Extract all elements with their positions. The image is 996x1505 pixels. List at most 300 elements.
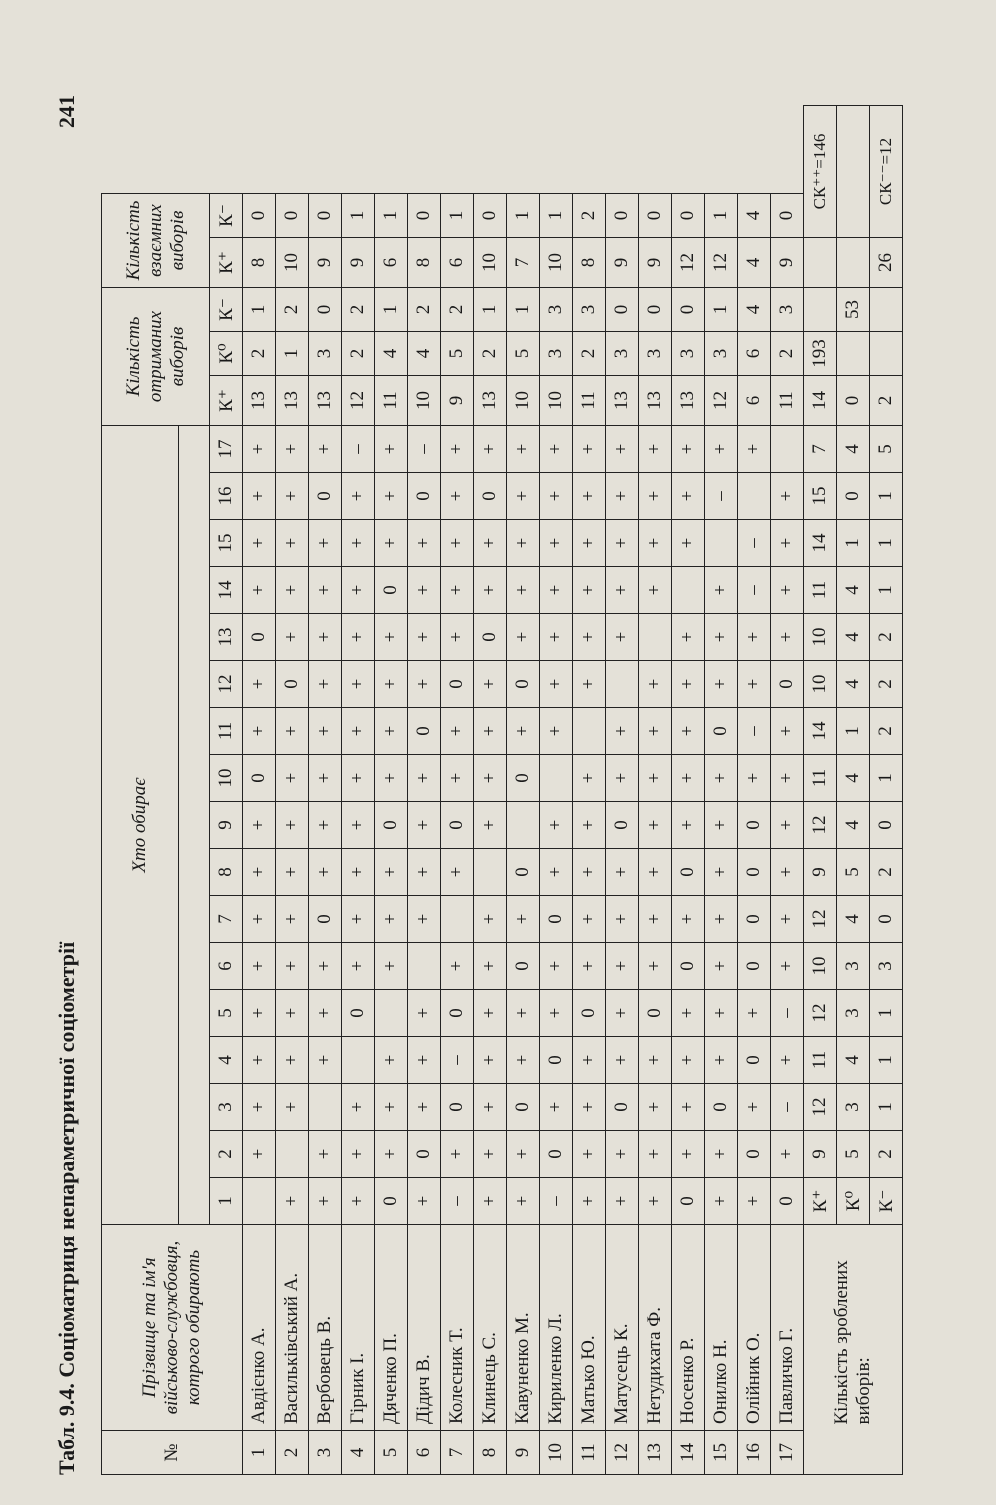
row-number: 4 [342, 1431, 375, 1475]
choice-cell: + [606, 943, 639, 990]
footer-count: 3 [837, 943, 870, 990]
column-number: 6 [210, 943, 243, 990]
count-cell: 0 [309, 193, 342, 237]
choice-cell: + [573, 943, 606, 990]
choice-cell: – [705, 473, 738, 520]
choice-cell [507, 802, 540, 849]
column-number: 4 [210, 1037, 243, 1084]
choice-cell: + [639, 473, 672, 520]
choice-cell: + [705, 802, 738, 849]
choice-cell: 0 [474, 614, 507, 661]
choice-cell: 0 [540, 1131, 573, 1178]
choice-cell: + [738, 1178, 771, 1225]
choice-cell [375, 990, 408, 1037]
choice-cell: + [375, 708, 408, 755]
footer-count: 12 [804, 896, 837, 943]
choice-cell: + [738, 755, 771, 802]
count-cell: 4 [408, 331, 441, 375]
count-cell: 13 [606, 375, 639, 425]
choice-cell: 0 [408, 1131, 441, 1178]
choice-cell: + [573, 1037, 606, 1084]
count-cell: 1 [507, 193, 540, 237]
choice-cell: + [408, 661, 441, 708]
count-cell: 3 [573, 287, 606, 331]
choice-cell: + [705, 567, 738, 614]
footer-count: 1 [870, 567, 903, 614]
choice-cell: + [342, 567, 375, 614]
choice-cell: + [276, 520, 309, 567]
footer-count: 10 [804, 614, 837, 661]
footer-count: 14 [804, 520, 837, 567]
count-cell: 2 [243, 331, 276, 375]
count-cell: 1 [540, 193, 573, 237]
choice-cell: + [474, 520, 507, 567]
column-number: 15 [210, 520, 243, 567]
choice-cell: + [540, 1084, 573, 1131]
count-cell: 12 [705, 375, 738, 425]
choice-cell: 0 [375, 1178, 408, 1225]
choice-cell: + [672, 896, 705, 943]
count-cell: 1 [375, 193, 408, 237]
header-spacer [179, 425, 210, 1224]
footer-count: 0 [837, 375, 870, 425]
choice-cell: + [606, 896, 639, 943]
count-cell: 12 [705, 237, 738, 287]
choice-cell: 0 [672, 943, 705, 990]
choice-cell: + [672, 755, 705, 802]
row-number: 17 [771, 1431, 804, 1475]
row-number: 14 [672, 1431, 705, 1475]
column-number: 13 [210, 614, 243, 661]
empty-cell [837, 331, 870, 375]
footer-label: Кількість зроблених виборів: [804, 1225, 903, 1431]
choice-cell: + [309, 1037, 342, 1084]
empty-cell [804, 287, 837, 331]
footer-count: 4 [837, 755, 870, 802]
person-name: Павличко Г. [771, 1225, 804, 1431]
choice-cell: + [639, 661, 672, 708]
table-row [408, 106, 441, 1475]
count-cell: 3 [672, 331, 705, 375]
choice-cell: + [309, 614, 342, 661]
choice-cell: 0 [540, 1037, 573, 1084]
header-num: № [102, 1431, 243, 1475]
count-cell: 8 [573, 237, 606, 287]
person-name: Колесник Т. [441, 1225, 474, 1431]
count-cell: 0 [639, 287, 672, 331]
count-cell: 2 [342, 331, 375, 375]
choice-cell: + [309, 802, 342, 849]
choice-cell: – [738, 567, 771, 614]
choice-cell: + [441, 567, 474, 614]
choice-cell: 0 [705, 1084, 738, 1131]
footer-count: 1 [870, 1084, 903, 1131]
choice-cell: + [342, 1084, 375, 1131]
choice-cell: + [309, 943, 342, 990]
table-row [606, 106, 639, 1475]
count-cell: 8 [408, 237, 441, 287]
column-number: 3 [210, 1084, 243, 1131]
table-row [243, 106, 276, 1475]
choice-cell: + [441, 425, 474, 472]
choice-cell: 0 [342, 990, 375, 1037]
count-cell: 7 [507, 237, 540, 287]
choice-cell: + [441, 849, 474, 896]
choice-cell: + [309, 755, 342, 802]
count-cell: 2 [573, 193, 606, 237]
count-cell: 4 [375, 331, 408, 375]
footer-count: 4 [837, 802, 870, 849]
choice-cell: + [507, 1178, 540, 1225]
person-name: Гірник І. [342, 1225, 375, 1431]
choice-cell: + [507, 1131, 540, 1178]
column-number: 7 [210, 896, 243, 943]
choice-cell: + [639, 567, 672, 614]
choice-cell: + [573, 896, 606, 943]
row-number: 15 [705, 1431, 738, 1475]
table-row [738, 106, 771, 1475]
choice-cell: + [474, 425, 507, 472]
column-number: 16 [210, 473, 243, 520]
choice-cell: 0 [507, 943, 540, 990]
choice-cell: + [441, 755, 474, 802]
person-name: Клинець С. [474, 1225, 507, 1431]
count-cell: 3 [705, 331, 738, 375]
count-cell: 9 [441, 375, 474, 425]
count-cell: 0 [672, 193, 705, 237]
count-cell: 4 [738, 287, 771, 331]
choice-cell: + [375, 1084, 408, 1131]
table-row [672, 106, 705, 1475]
choice-cell: + [705, 1131, 738, 1178]
choice-cell: 0 [441, 661, 474, 708]
person-name: Дяченко П. [375, 1225, 408, 1431]
choice-cell: + [276, 473, 309, 520]
choice-cell [573, 708, 606, 755]
choice-cell: + [573, 1131, 606, 1178]
choice-cell: + [243, 661, 276, 708]
count-cell: 1 [705, 193, 738, 237]
footer-count: 0 [837, 473, 870, 520]
count-cell: 12 [342, 375, 375, 425]
choice-cell: – [540, 1178, 573, 1225]
choice-cell: + [771, 802, 804, 849]
choice-cell: + [771, 1131, 804, 1178]
count-cell: 5 [441, 331, 474, 375]
choice-cell: + [276, 1037, 309, 1084]
choice-cell: + [441, 708, 474, 755]
choice-cell: + [540, 943, 573, 990]
choice-cell: + [342, 520, 375, 567]
choice-cell: + [375, 520, 408, 567]
row-number: 16 [738, 1431, 771, 1475]
count-cell: 1 [342, 193, 375, 237]
person-name: Матько Ю. [573, 1225, 606, 1431]
footer-count: 1 [870, 473, 903, 520]
choice-cell: 0 [408, 708, 441, 755]
choice-cell: + [705, 1178, 738, 1225]
choice-cell: 0 [672, 1178, 705, 1225]
person-name: Матусець К. [606, 1225, 639, 1431]
empty-cell [870, 287, 903, 331]
count-cell: 2 [276, 287, 309, 331]
header-row-1 [102, 106, 179, 1475]
choice-cell: + [573, 661, 606, 708]
column-number: 12 [210, 661, 243, 708]
footer-count: 9 [804, 849, 837, 896]
choice-cell [474, 849, 507, 896]
row-number: 8 [474, 1431, 507, 1475]
choice-cell: + [243, 425, 276, 472]
footer-count: 9 [804, 1131, 837, 1178]
choice-cell: + [276, 802, 309, 849]
choice-cell: + [375, 849, 408, 896]
choice-cell: + [474, 943, 507, 990]
row-number: 1 [243, 1431, 276, 1475]
choice-cell: + [639, 425, 672, 472]
count-cell: 6 [375, 237, 408, 287]
choice-cell: + [408, 520, 441, 567]
choice-cell: + [243, 708, 276, 755]
choice-cell: + [639, 520, 672, 567]
count-cell: 6 [738, 331, 771, 375]
choice-cell: + [243, 1131, 276, 1178]
choice-cell: + [408, 614, 441, 661]
choice-cell: + [408, 1084, 441, 1131]
choice-cell: + [507, 1037, 540, 1084]
count-cell: 1 [507, 287, 540, 331]
count-cell: 4 [738, 193, 771, 237]
table-row [474, 106, 507, 1475]
choice-cell [705, 520, 738, 567]
choice-cell: + [573, 849, 606, 896]
table-caption: Табл. 9.4. Соціоматриця непараметричної соціометрії [54, 941, 79, 1475]
choice-cell: + [474, 802, 507, 849]
sk-minus: СК⁻⁻=12 [870, 106, 903, 238]
choice-cell: 0 [639, 990, 672, 1037]
choice-cell: + [705, 755, 738, 802]
choice-cell: + [441, 473, 474, 520]
choice-cell: + [771, 849, 804, 896]
choice-cell: + [243, 896, 276, 943]
choice-cell: + [672, 473, 705, 520]
choice-cell: + [705, 849, 738, 896]
choice-cell: + [276, 708, 309, 755]
empty-cell [837, 237, 870, 287]
empty-cell [837, 106, 870, 238]
rotated-page [45, 95, 897, 1475]
count-cell: 12 [672, 237, 705, 287]
choice-cell: 0 [408, 473, 441, 520]
choice-cell: 0 [474, 473, 507, 520]
count-cell: 10 [507, 375, 540, 425]
choice-cell: + [342, 896, 375, 943]
footer-count: 4 [837, 567, 870, 614]
row-number: 13 [639, 1431, 672, 1475]
choice-cell: 0 [243, 755, 276, 802]
choice-cell: + [441, 943, 474, 990]
choice-cell: + [540, 661, 573, 708]
footer-num-filler [804, 1431, 903, 1475]
choice-cell: + [705, 425, 738, 472]
k-label: К⁺ [210, 237, 243, 287]
count-cell: 9 [342, 237, 375, 287]
count-cell: 8 [243, 237, 276, 287]
choice-cell: + [474, 1178, 507, 1225]
choice-cell: + [540, 708, 573, 755]
count-cell: 2 [474, 331, 507, 375]
choice-cell: + [540, 473, 573, 520]
choice-cell: + [606, 1178, 639, 1225]
choice-cell: 0 [606, 802, 639, 849]
choice-cell: + [672, 1037, 705, 1084]
choice-cell: – [738, 708, 771, 755]
empty-cell [870, 331, 903, 375]
row-number: 7 [441, 1431, 474, 1475]
choice-cell: + [606, 1037, 639, 1084]
total-k-minus: 26 [870, 237, 903, 287]
choice-cell: 0 [309, 473, 342, 520]
choice-cell: + [243, 473, 276, 520]
choice-cell: + [672, 1084, 705, 1131]
choice-cell: + [606, 473, 639, 520]
footer-count: 2 [870, 661, 903, 708]
choice-cell: 0 [441, 802, 474, 849]
choice-cell: + [738, 990, 771, 1037]
footer-count: 12 [804, 990, 837, 1037]
count-cell: 0 [606, 287, 639, 331]
choice-cell: + [771, 896, 804, 943]
header-received: Кількість отриманих виборів [102, 287, 210, 425]
choice-cell: + [540, 567, 573, 614]
footer-count: 0 [870, 802, 903, 849]
choice-cell: + [573, 614, 606, 661]
count-cell: 0 [243, 193, 276, 237]
table-row [507, 106, 540, 1475]
row-number: 11 [573, 1431, 606, 1475]
choice-cell [276, 1131, 309, 1178]
count-cell: 1 [474, 287, 507, 331]
choice-cell: + [672, 708, 705, 755]
footer-count: 4 [837, 661, 870, 708]
choice-cell: + [738, 661, 771, 708]
choice-cell: + [540, 425, 573, 472]
choice-cell: 0 [771, 661, 804, 708]
choice-cell: + [771, 567, 804, 614]
count-cell: 0 [408, 193, 441, 237]
person-name: Дідич В. [408, 1225, 441, 1431]
footer-count: 14 [804, 375, 837, 425]
choice-cell: + [639, 943, 672, 990]
footer-count: 2 [870, 1131, 903, 1178]
choice-cell: + [606, 520, 639, 567]
count-cell: 5 [507, 331, 540, 375]
row-number: 12 [606, 1431, 639, 1475]
choice-cell: + [408, 755, 441, 802]
footer-count: 5 [837, 1131, 870, 1178]
total-k-plus: 193 [804, 331, 837, 375]
count-cell: 3 [540, 331, 573, 375]
row-number: 5 [375, 1431, 408, 1475]
table-row [639, 106, 672, 1475]
footer-count: 1 [870, 1037, 903, 1084]
choice-cell: + [309, 849, 342, 896]
choice-cell: 0 [705, 708, 738, 755]
footer-count: 1 [837, 520, 870, 567]
choice-cell: + [771, 755, 804, 802]
choice-cell: + [408, 802, 441, 849]
choice-cell: 0 [738, 849, 771, 896]
choice-cell: + [474, 896, 507, 943]
choice-cell: + [375, 425, 408, 472]
choice-cell: + [342, 708, 375, 755]
choice-cell: + [408, 1178, 441, 1225]
footer-count: 7 [804, 425, 837, 472]
choice-cell: + [507, 896, 540, 943]
count-cell: 13 [639, 375, 672, 425]
choice-cell: + [573, 473, 606, 520]
footer-count: 12 [804, 1084, 837, 1131]
count-cell: 11 [573, 375, 606, 425]
choice-cell: + [276, 990, 309, 1037]
choice-cell: 0 [738, 1131, 771, 1178]
choice-cell: + [672, 990, 705, 1037]
choice-cell: + [408, 1037, 441, 1084]
column-number: 8 [210, 849, 243, 896]
count-cell: 10 [540, 375, 573, 425]
count-cell: 2 [441, 287, 474, 331]
header-who-chooses: Хто обирає [102, 425, 179, 1224]
header-name: Прізвище та ім'я військово-службовця, котрого обирають [102, 1225, 243, 1431]
choice-cell: + [474, 1084, 507, 1131]
choice-cell: + [507, 520, 540, 567]
sociomatrix-table [101, 105, 903, 1475]
choice-cell: + [375, 661, 408, 708]
choice-cell: + [606, 755, 639, 802]
person-name: Вербовець В. [309, 1225, 342, 1431]
choice-cell: + [771, 614, 804, 661]
count-cell: 9 [771, 237, 804, 287]
choice-cell: + [309, 425, 342, 472]
choice-cell [441, 896, 474, 943]
choice-cell: 0 [441, 1084, 474, 1131]
choice-cell: + [276, 425, 309, 472]
choice-cell: + [672, 520, 705, 567]
footer-k-label: К⁰ [837, 1178, 870, 1225]
choice-cell: + [243, 990, 276, 1037]
row-number: 3 [309, 1431, 342, 1475]
count-cell: 1 [243, 287, 276, 331]
count-cell: 4 [738, 237, 771, 287]
choice-cell: + [771, 473, 804, 520]
count-cell: 6 [738, 375, 771, 425]
choice-cell: + [606, 708, 639, 755]
choice-cell: 0 [573, 990, 606, 1037]
choice-cell: + [375, 614, 408, 661]
count-cell: 3 [540, 287, 573, 331]
choice-cell: + [705, 943, 738, 990]
count-cell: 2 [573, 331, 606, 375]
choice-cell: 0 [375, 567, 408, 614]
count-cell: 11 [771, 375, 804, 425]
footer-count: 14 [804, 708, 837, 755]
choice-cell: + [672, 614, 705, 661]
choice-cell: + [474, 661, 507, 708]
choice-cell: + [342, 1178, 375, 1225]
choice-cell: + [738, 614, 771, 661]
count-cell: 2 [342, 287, 375, 331]
count-cell: 13 [309, 375, 342, 425]
